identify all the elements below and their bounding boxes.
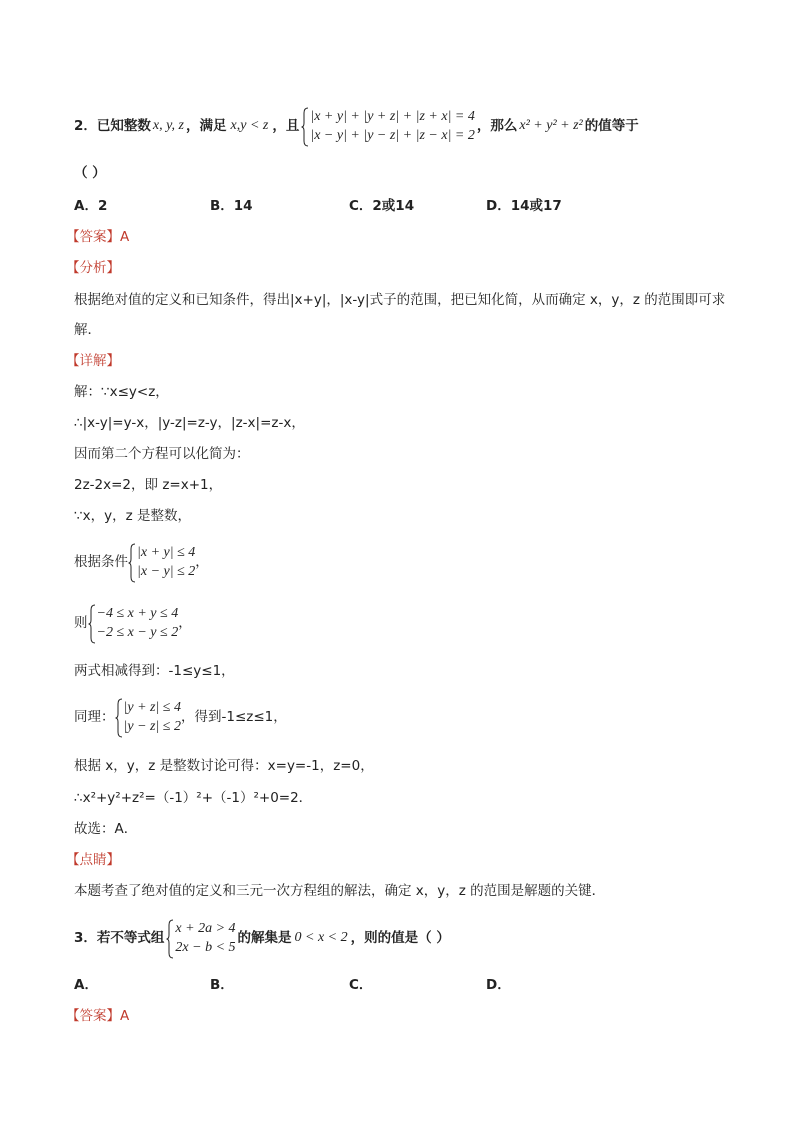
q2-option-a: A．2 (74, 198, 108, 214)
q2-text-4: ，那么 (476, 118, 518, 134)
detail-line-11: ∴x²+y²+z²=（-1）²+（-1）²+0=2． (74, 790, 313, 806)
detail-line-3: 因而第二个方程可以化简为： (74, 446, 250, 462)
detail-line-10: 根据 x，y，z 是整数讨论可得：x=y=-1，z=0， (74, 758, 374, 774)
q3-text-3: ，则的值是（ ） (350, 930, 450, 946)
yz-row-2: |y − z| ≤ 2 (123, 719, 181, 734)
q2-text-1: 已知整数 (96, 118, 151, 134)
q3-inequality-2: 2x − b < 5 (175, 940, 236, 955)
answer-value: A (120, 1008, 130, 1024)
range-system (88, 604, 179, 642)
detail-line-2: ∴|x-y|=y-x，|y-z|=z-y，|z-x|=z-x， (74, 415, 305, 431)
q2-stem (74, 104, 639, 148)
range-row-1: −4 ≤ x + y ≤ 4 (96, 606, 179, 621)
q3-inequality-1: x + 2a > 4 (175, 921, 236, 936)
q2-expression: x² + y² + z² (519, 118, 583, 133)
q2-text-5: 的值等于 (584, 118, 639, 134)
brace-icon (115, 698, 123, 738)
q2-cond-x: x (230, 118, 237, 133)
q2-text-3: ，且 (272, 118, 300, 134)
q2-option-b: B．14 (210, 198, 253, 214)
q3-option-d: D． (486, 977, 511, 993)
q3-option-b: B． (210, 977, 234, 993)
comment-text: 本题考查了绝对值的定义和三元一次方程组的解法，确定 x，y，z 的范围是解题的关键． (74, 883, 606, 899)
detail-tag: 【详解】 (66, 353, 120, 369)
q2-text-2: ，满足 (186, 118, 227, 134)
q3-inequality-system (166, 919, 235, 957)
condition-row-1: |x + y| ≤ 4 (137, 545, 196, 560)
q3-option-a: A． (74, 977, 98, 993)
q2-option-d: D．14或17 (486, 198, 562, 214)
detail-line-9 (74, 695, 287, 739)
detail-line-8: 两式相减得到：-1≤y≤1， (74, 663, 235, 679)
analysis-line-2: 解． (74, 322, 101, 338)
brace-icon (128, 543, 136, 583)
q3-text-1: 若不等式组 (96, 930, 165, 946)
q3-option-c: C． (349, 977, 373, 993)
q2-cond-sep: , (236, 118, 241, 133)
q3-text-2: 的解集是 (237, 930, 292, 946)
condition-system (128, 543, 195, 581)
range-row-2: −2 ≤ x − y ≤ 2 (96, 625, 179, 640)
detail-line-6-suffix: ， (195, 554, 209, 570)
brace-icon (301, 107, 309, 147)
condition-row-2: |x − y| ≤ 2 (137, 564, 196, 579)
answer-tag: 【答案】 (66, 1008, 120, 1024)
detail-line-6-prefix: 根据条件 (74, 554, 128, 570)
detail-line-7 (74, 601, 192, 645)
detail-line-9-prefix: 同理： (74, 709, 115, 725)
q3-range: 0 < x < 2 (294, 930, 348, 945)
answer-value: A (120, 229, 130, 245)
q2-vars: x, y, z (152, 118, 185, 133)
detail-line-9-suffix: ，得到-1≤z≤1， (181, 709, 287, 725)
detail-line-1: 解：∵x≤y<z， (74, 384, 169, 400)
brace-icon (88, 604, 96, 644)
q2-number: 2． (74, 118, 97, 134)
analysis-line-1: 根据绝对值的定义和已知条件，得出|x+y|，|x-y|式子的范围，把已知化简，从而确定 x，y，z 的范围即可求 (74, 292, 726, 308)
yz-row-1: |y + z| ≤ 4 (123, 700, 181, 715)
yz-system (115, 698, 182, 736)
q2-answer (66, 228, 129, 246)
q2-equation-2: |x − y| + |y − z| + |z − x| = 2 (310, 128, 475, 143)
q2-equation-system (301, 107, 475, 145)
q2-cond-ineq: y < z (240, 118, 269, 133)
brace-icon (166, 919, 174, 959)
analysis-tag: 【分析】 (66, 260, 120, 276)
q2-equation-1: |x + y| + |y + z| + |z + x| = 4 (310, 109, 475, 124)
q3-answer (66, 1007, 129, 1025)
detail-line-6 (74, 540, 209, 584)
q2-option-c: C．2或14 (349, 198, 415, 214)
q3-number: 3． (74, 930, 97, 946)
detail-line-7-prefix: 则 (74, 615, 88, 631)
detail-line-12: 故选：A． (74, 821, 138, 837)
q3-stem (74, 916, 450, 960)
comment-tag: 【点睛】 (66, 852, 120, 868)
answer-tag: 【答案】 (66, 229, 120, 245)
detail-line-5: ∵x，y，z 是整数， (74, 508, 191, 524)
q2-answer-blank: （ ） (74, 165, 106, 181)
detail-line-4: 2z-2x=2，即 z=x+1， (74, 477, 223, 493)
detail-line-7-suffix: ， (178, 615, 192, 631)
